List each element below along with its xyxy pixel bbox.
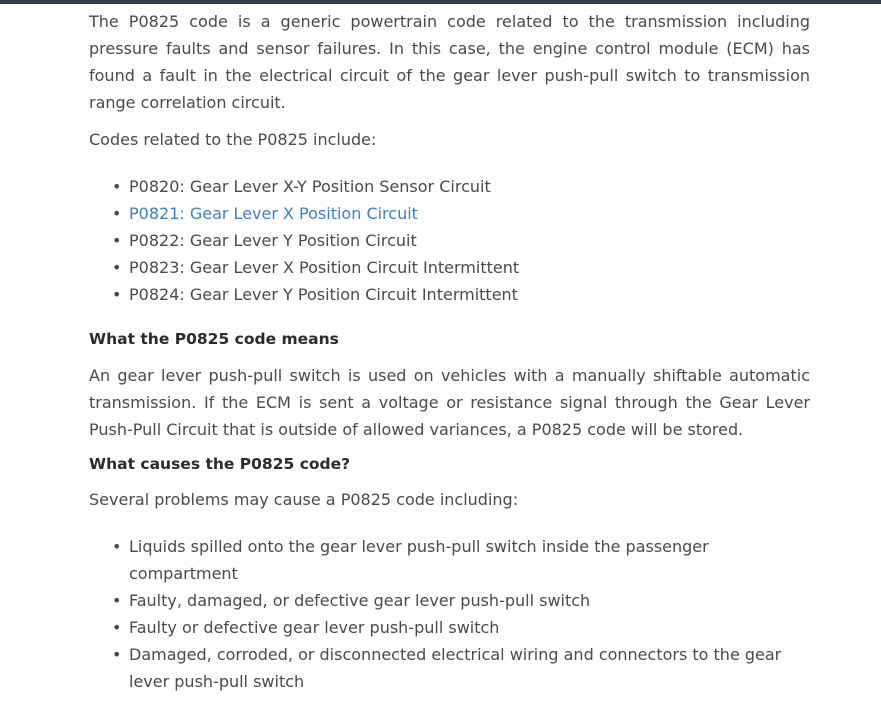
list-item (112, 254, 810, 281)
bullet-icon: • (112, 231, 122, 250)
list-item (112, 614, 810, 641)
cause-text: Liquids spilled onto the gear lever push-pull switch inside the passenger compartment (129, 537, 709, 583)
list-item (112, 641, 810, 695)
intro-paragraph: The P0825 code is a generic powertrain code related to the transmission including pressure faults and sensor failures. In this case, the engine control module (ECM) has found a fault in the electrical circuit of the gear lever push-pull switch to transmission range correlation circuit. (89, 12, 810, 112)
bullet-icon: • (112, 177, 122, 196)
top-bar (0, 0, 881, 4)
related-code-text: P0822: Gear Lever Y Position Circuit (129, 231, 417, 250)
related-code-text: P0824: Gear Lever Y Position Circuit Intermittent (129, 285, 518, 304)
bullet-icon: • (112, 204, 122, 223)
bullet-icon: • (112, 591, 122, 610)
causes-list (89, 533, 810, 695)
bullet-icon: • (112, 285, 122, 304)
bullet-icon: • (112, 645, 122, 664)
list-item (112, 200, 810, 227)
cause-text: Faulty, damaged, or defective gear lever push-pull switch (129, 591, 591, 610)
bullet-icon: • (112, 258, 122, 277)
list-item (112, 587, 810, 614)
related-codes-lead: Codes related to the P0825 include: (89, 130, 377, 149)
bullet-icon: • (112, 618, 122, 637)
bullet-icon: • (112, 537, 122, 556)
list-item (112, 227, 810, 254)
means-paragraph: An gear lever push-pull switch is used on vehicles with a manually shiftable automatic transmission. If the ECM is sent a voltage or resistance signal through the Gear Lever Push-Pull Circuit that is outside of allowed variances, a P0825 code will be stored. (89, 366, 810, 439)
related-code-link-p0821[interactable]: P0821: Gear Lever X Position Circuit (129, 204, 418, 223)
causes-lead: Several problems may cause a P0825 code including: (89, 490, 519, 509)
means-heading: What the P0825 code means (89, 330, 339, 348)
list-item (112, 281, 810, 308)
list-item (112, 533, 810, 587)
article-body (89, 8, 810, 695)
list-item (112, 173, 810, 200)
causes-heading: What causes the P0825 code? (89, 455, 351, 473)
related-code-text: P0820: Gear Lever X-Y Position Sensor Circuit (129, 177, 491, 196)
related-code-text: P0823: Gear Lever X Position Circuit Intermittent (129, 258, 520, 277)
cause-text: Faulty or defective gear lever push-pull switch (129, 618, 500, 637)
cause-text: Damaged, corroded, or disconnected electrical wiring and connectors to the gear lever push-pull switch (129, 645, 782, 691)
related-codes-list (89, 173, 810, 308)
